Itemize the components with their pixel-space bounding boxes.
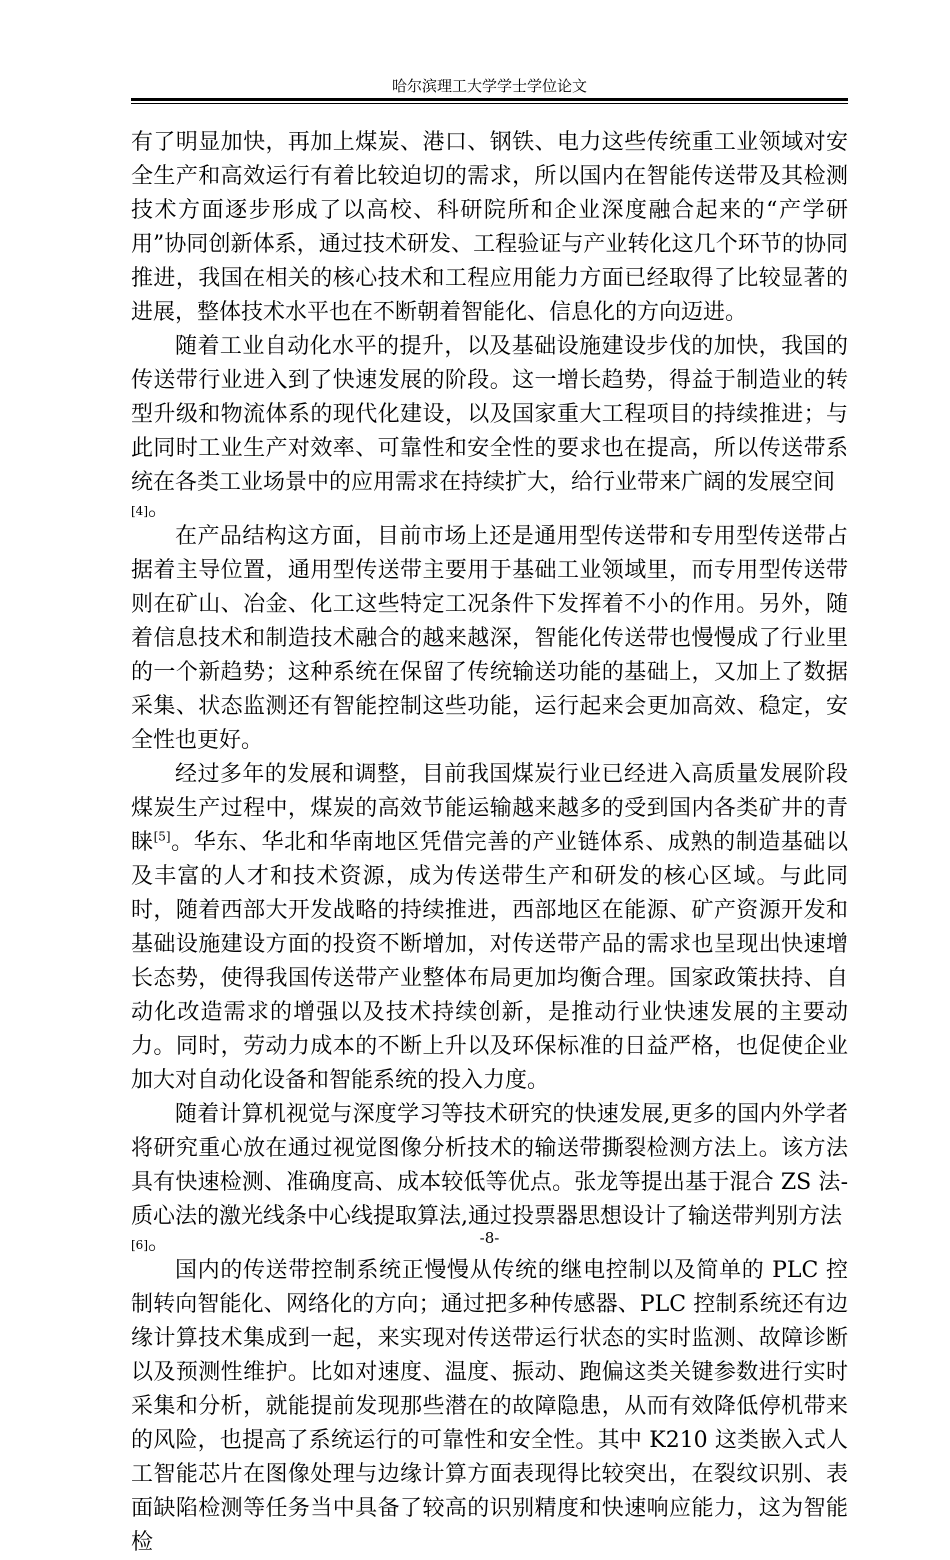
paragraph-2-end: 。 xyxy=(148,496,171,521)
header-rule-thin xyxy=(131,103,848,104)
paragraph-2-text: 随着工业自动化水平的提升，以及基础设施建设步伐的加快，我国的传送带行业进入到了快速发展的阶段。这一增长趋势，得益于制造业的转型升级和物流体系的现代化建设，以及国家重大工程项目的持续推进；与此同时工业生产对效率、可靠性和安全性的要求也在提高，所以传送带系统在各类工业场景中的应用需求在持续扩大，给行业带来广阔的发展空间 xyxy=(131,334,848,495)
paragraph-5-text: 随着计算机视觉与深度学习等技术研究的快速发展,更多的国内外学者将研究重心放在通过视觉图像分析技术的输送带撕裂检测方法上。该方法具有快速检测、准确度高、成本较低等优点。张龙等提出基于混合 ZS 法-质心法的激光线条中心线提取算法,通过投票器思想设计了输送带判别方法 xyxy=(131,1102,848,1229)
paragraph-5-end: 。 xyxy=(148,1230,171,1255)
paragraph-3: 在产品结构这方面，目前市场上还是通用型传送带和专用型传送带占据着主导位置，通用型传送带主要用于基础工业领域里，而专用型传送带则在矿山、冶金、化工这些特定工况条件下发挥着不小的作用。另外，随着信息技术和制造技术融合的越来越深，智能化传送带也慢慢成了行业里的一个新趋势；这种系统在保留了传统输送功能的基础上，又加上了数据采集、状态监测还有智能控制这些功能，运行起来会更加高效、稳定，安全性也更好。 xyxy=(131,524,848,753)
running-header: 哈尔滨理工大学学士学位论文 xyxy=(391,77,587,95)
body-text xyxy=(131,126,848,1560)
paragraph-4 xyxy=(131,758,848,1098)
page-number: -8- xyxy=(479,1229,500,1247)
citation-5: [5] xyxy=(153,829,171,844)
citation-4: [4] xyxy=(131,504,148,518)
paragraph-4-text-b: 。华东、华北和华南地区凭借完善的产业链体系、成熟的制造基础以及丰富的人才和技术资源，成为传送带生产和研发的核心区域。与此同时，随着西部大开发战略的持续推进，西部地区在能源、矿产资源开发和基础设施建设方面的投资不断增加，对传送带产品的需求也呈现出快速增长态势，使得我国传送带产业整体布局更加均衡合理。国家政策扶持、自动化改造需求的增强以及技术持续创新，是推动行业快速发展的主要动力。同时，劳动力成本的不断上升以及环保标准的日益严格，也促使企业加大对自动化设备和智能系统的投入力度。 xyxy=(131,830,848,1093)
paragraph-2-tail xyxy=(131,496,848,521)
header-rule-thick xyxy=(131,98,848,101)
paragraph-1: 有了明显加快，再加上煤炭、港口、钢铁、电力这些传统重工业领域对安全生产和高效运行有着比较迫切的需求，所以国内在智能传送带及其检测技术方面逐步形成了以高校、科研院所和企业深度融合起来的“产学研用”协同创新体系，通过技术研发、工程验证与产业转化这几个环节的协同推进，我国在相关的核心技术和工程应用能力方面已经取得了比较显著的进展，整体技术水平也在不断朝着智能化、信息化的方向迈进。 xyxy=(131,130,848,325)
paragraph-4-text-a: 经过多年的发展和调整，目前我国煤炭行业已经进入高质量发展阶段煤炭生产过程中，煤炭的高效节能运输越来越多的受到国内各类矿井的青睐 xyxy=(131,762,848,855)
paragraph-6: 国内的传送带控制系统正慢慢从传统的继电控制以及简单的 PLC 控制转向智能化、网络化的方向；通过把多种传感器、PLC 控制系统还有边缘计算技术集成到一起，来实现对传送带运行状态的实时监测、故障诊断以及预测性维护。比如对速度、温度、振动、跑偏这类关键参数进行实时采集和分析，就能提前发现那些潜在的故障隐患，从而有效降低停机带来的风险，也提高了系统运行的可靠性和安全性。其中 K210 这类嵌入式人工智能芯片在图像处理与边缘计算方面表现得比较突出，在裂纹识别、表面缺陷检测等任务当中具备了较高的识别精度和快速响应能力，这为智能检 xyxy=(131,1258,848,1555)
citation-6: [6] xyxy=(131,1238,148,1252)
paragraph-2 xyxy=(131,330,848,500)
paragraph-5 xyxy=(131,1098,848,1234)
